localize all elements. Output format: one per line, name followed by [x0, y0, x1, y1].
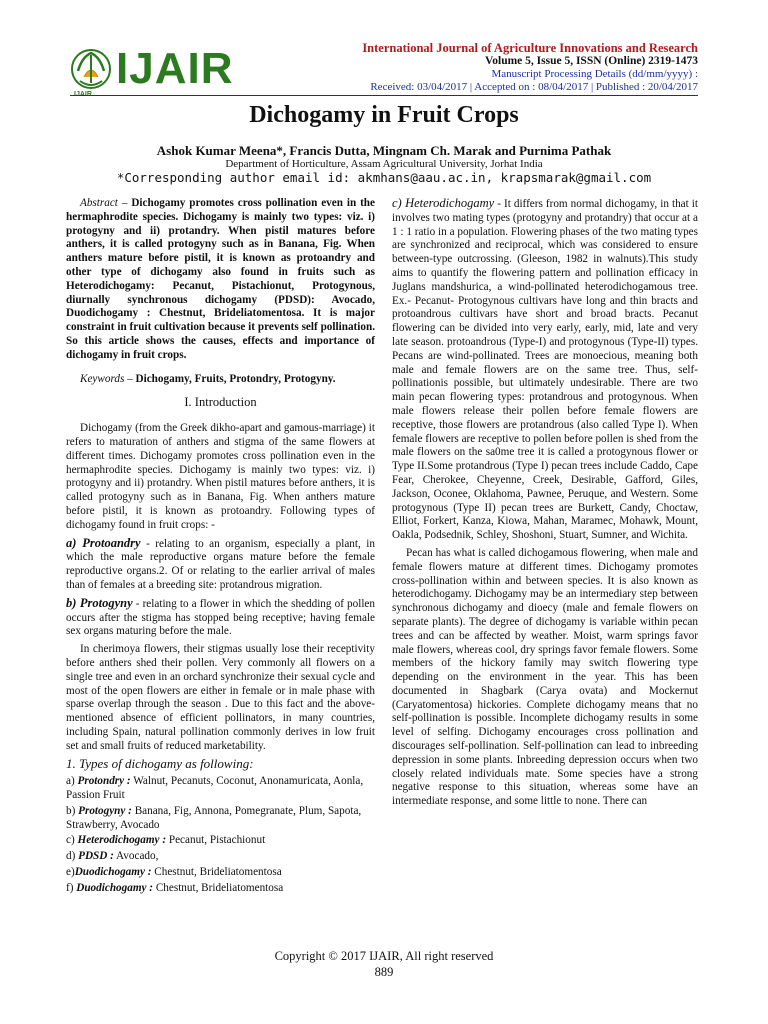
protoandry-text: - relating to an organism, especially a plant, in which the male reproductive organs mature before the female reproductive organs.2. Of or relating to the earlier arrival of males than of females at a breeding site: protandrous migration. [66, 537, 375, 591]
types-list [66, 775, 375, 895]
abstract [66, 197, 375, 363]
heterodichogamy-paragraph [392, 197, 698, 543]
abstract-label: Abstract – [80, 197, 128, 209]
keywords [66, 373, 375, 387]
list-item: d) PDSD : Avocado, [66, 850, 159, 863]
list-item: b) Protogyny : Banana, Fig, Annona, Pomegranate, Plum, Sapota, Strawberry, Avocado [66, 804, 362, 831]
heterodichogamy-text: - It differs from normal dichogamy, in that it involves two mating types (protogyny and protandry) that occur at a 1 : 1 ratio in a population. Flowering phases of the two mating types are synchronized and reciprocal, which was considered to ensure between-type outcrossing. (Gleeson, 1982 in walnuts).This study aims to quantify the flowering pattern and pollination efficacy in Juglans mandshurica, a wind-pollinated heterodichogamous tree. Ex.- Pecanut- Protogynous cultivars have long and thin bracts and protoandrous cultivars have short and broad bracts. Pecanut flowering can be divided into very early, early, mid, late and very late season. protoandrous (Type-I) and protogynous (Type-II) types. Pecans are wind-pollinated. Trees are monoecious, meaning both male and female flowers are on the same tree. Thus, self-pollinationis possible, but ultimately undesirable. There are two main pecan flowering types: protandrous and protogynous. When male flowers release their pollen before female flowers are receptive, those flowers are protandrous (also called Type I). When female flowers are receptive to pollen before pollen is shed from the male flowers on the sa0me tree it is called a protogynous flower or Type II.Some protandrous (Type I) pecan trees include Caddo, Cape Fear, Cherokee, Cheyenne, Creek, Desirable, Gafford, Giles, Jackson, Oconee, Oklahoma, Pawnee, Peruque, and Western. Some protogynous (Type II) pecan trees are Burkett, Candy, Choctaw, Elliot, Forkert, Kanza, Kiowa, Mahan, Maramec, Mohawk, Mount, Oakla, Podsednik, Schley, Shoshoni, Stuart, Sumner, and Wichita. [392, 198, 698, 542]
protogyny-definition [66, 597, 375, 639]
left-column [66, 197, 375, 898]
copyright-text: Copyright © 2017 IJAIR, All right reserved [274, 949, 494, 963]
section-heading-introduction: I. Introduction [184, 395, 257, 410]
journal-info [362, 42, 698, 94]
corresponding-email: *Corresponding author email id: akmhans@aau.ac.in, krapsmarak@gmail.com [116, 170, 652, 185]
journal-logo [70, 45, 245, 100]
header-rule [70, 95, 698, 96]
right-column [392, 197, 698, 813]
journal-name: International Journal of Agriculture Innovations and Research [362, 41, 698, 55]
pecan-paragraph: Pecan has what is called dichogamous flowering, when male and female flowers mature at different times. Dichogamy promotes cross-pollination within and between species. It is also known as heterodichogamy. Dichogamy may be an intermediary step between synchronous dichogamy and dioecy (male and female flowers on separate plants). The degree of dichogamy is variable within pecan trees and can be affected by weather. Moist, warm springs favor male flowers, whereas cool, dry springs favor female flowers. Some members of the hickory family may switch flowering type depending on the environment in the year. This has been documented in Shagbark (Carya ovata) and Mockernut (Caryatomentosa) hickories. Complete dichogamy means that no self-pollination is possible. Incomplete dichogamy results in some level of selfing. Dichogamy encourages cross pollination and discourages self-pollination. Self-pollination can lead to inbreeding depression in some plants. Inbreeding depression occurs when two closely related individuals mate. Some species have a strong negative response to this situation, whereas some have an intermediate response, and some little to none. There can [392, 546, 698, 808]
page-number: 889 [374, 965, 394, 979]
keywords-text: Dichogamy, Fruits, Protondry, Protogyny. [135, 372, 336, 385]
protoandry-definition [66, 537, 375, 593]
protogyny-text: - relating to a flower in which the shedding of pollen occurs after the stigma has stopped being receptive; having female sex organs maturing before the male. [66, 597, 375, 638]
intro-paragraph: Dichogamy (from the Greek dikho-apart and gamous-marriage) it refers to maturation of anthers and stigma of the same flowers at different times. Dichogamy promotes cross pollination even in the hermaphrodite species. Dichogamy is mainly two types: viz. i) protogyny and ii) protandry. When pistil matures before anthers, it is called protogyny such as in Banana, Fig. When anthers mature before pistil, it is known as protoandry. Following types of dichogamy found in fruit crops: - [66, 422, 375, 531]
types-heading: 1. Types of dichogamy as following: [66, 756, 254, 772]
emblem-icon [70, 47, 112, 93]
page-footer [0, 948, 768, 980]
manuscript-dates: Received: 03/04/2017 | Accepted on : 08/04/2017 | Published : 20/04/2017 [370, 81, 698, 93]
list-item: f) Duodichogamy : Chestnut, Brideliatomentosa [66, 881, 284, 894]
list-item: c) Heterodichogamy : Pecanut, Pistachionut [66, 834, 266, 847]
affiliation: Department of Horticulture, Assam Agricultural University, Jorhat India [225, 158, 543, 170]
logo-wordmark: IJAIR [116, 44, 234, 93]
heterodichogamy-label: c) Heterodichogamy [392, 196, 495, 210]
logo-subtext: IJAIR [74, 91, 92, 98]
keywords-label: Keywords – [80, 372, 133, 385]
list-item: e)Duodichogamy : Chestnut, Brideliatomentosa [66, 866, 282, 879]
paper-title: Dichogamy in Fruit Crops [249, 102, 519, 128]
protoandry-label: a) Protoandry [66, 535, 141, 550]
cherimoya-paragraph: In cherimoya flowers, their stigmas usually lose their receptivity before anthers shed their pollen. Very commonly all flowers on a single tree and even in an orchard synchronize their sexual cycle and most of the open flowers are either in female or in male phase with sparse overlap through the season . Due to this fact and the above-mentioned absence of efficient pollinators, in many countries, including Spain, natural pollination commonly derives in low fruit set and small fruits of reduced marketability. [66, 643, 375, 752]
abstract-text: Dichogamy promotes cross pollination even in the hermaphrodite species. Dichogamy is mainly two types: viz. i) protogyny and ii) protandry. When pistil matures before anthers, it is called protogyny such as in Banana, Fig. When anthers mature before pistil, it is known as protoandry and other type of dichogamy also found in fruits such as Heterodichogamy: Pecanut, Pistachionut, Protogynous, diurnally synchronous dichogamy (PDSD): Avocado, Duodichogamy : Chestnut, Brideliatomentosa. It is major constraint in fruit cultivation because it prevents self pollination. So this article shows the causes, effects and importance of dichogamy in fruit crops. [66, 197, 375, 361]
manuscript-details: Manuscript Processing Details (dd/mm/yyyy) : [491, 68, 698, 80]
journal-volume: Volume 5, Issue 5, ISSN (Online) 2319-1473 [485, 55, 698, 67]
paper-authors: Ashok Kumar Meena*, Francis Dutta, Mingnam Ch. Marak and Purnima Pathak [156, 143, 612, 158]
list-item: a) Protondry : Walnut, Pecanuts, Coconut, Anonamuricata, Aonla, Passion Fruit [66, 775, 364, 802]
protogyny-label: b) Protogyny [66, 595, 133, 610]
